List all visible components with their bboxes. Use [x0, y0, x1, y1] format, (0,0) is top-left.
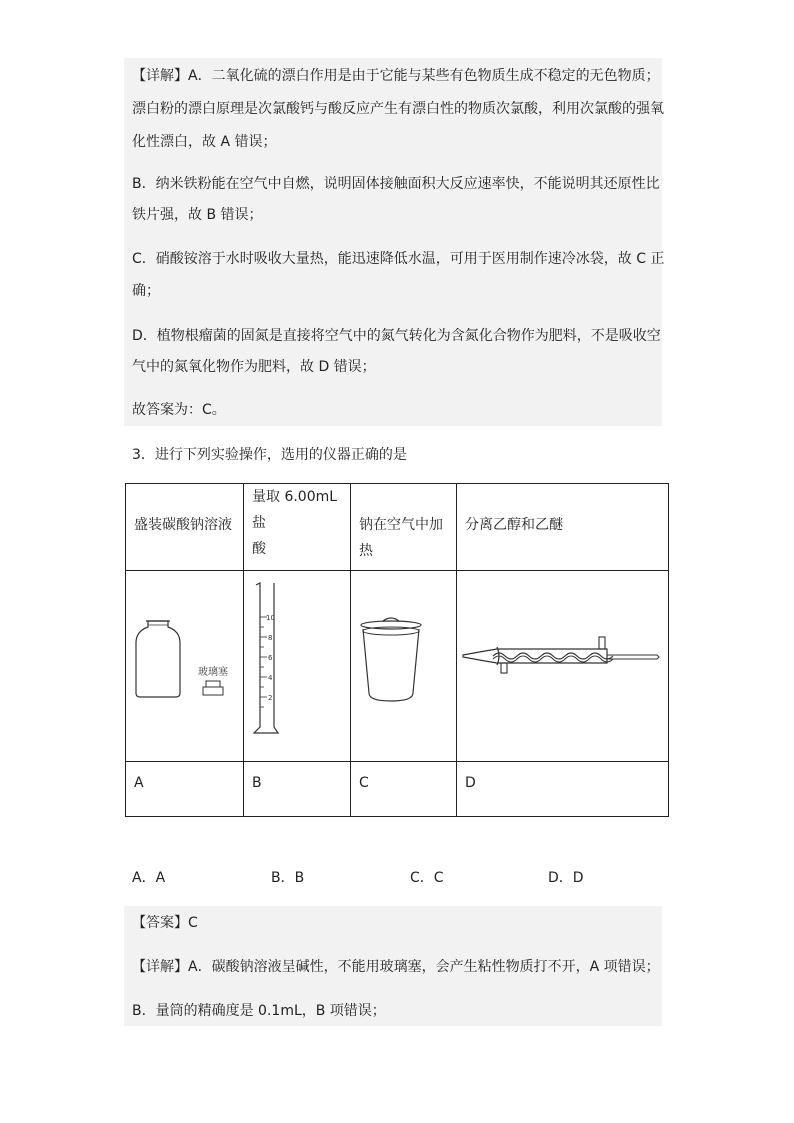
header-text: 分离乙醇和乙醚 [465, 517, 563, 533]
label-cell [351, 762, 457, 817]
label-c: C [359, 775, 369, 791]
cylinder-tick: 10 [266, 614, 275, 622]
reagent-bottle-icon [126, 571, 243, 761]
header-cell-d [457, 484, 669, 571]
answer-line: B．量筒的精确度是 0.1mL，B 项错误； [132, 1003, 386, 1019]
header-text: 钠在空气中加 [359, 517, 443, 533]
explanation-line: D．植物根瘤菌的固氮是直接将空气中的氮气转化为含氮化合物作为肥料，不是吸收空 [132, 328, 661, 344]
image-cell-d [457, 571, 669, 762]
image-cell-a [126, 571, 244, 762]
label-a: A [134, 775, 144, 791]
answer-label: 【答案】C [132, 915, 198, 931]
label-cell [126, 762, 244, 817]
label-b: B [252, 775, 262, 791]
crucible-icon [351, 571, 456, 761]
label-cell [244, 762, 351, 817]
explanation-line: 铁片强，故 B 错误； [132, 207, 263, 223]
question-stem: 3．进行下列实验操作，选用的仪器正确的是 [132, 447, 407, 463]
explanation-conclusion: 故答案为：C。 [132, 402, 226, 418]
header-text: 量取 6.00mL 盐 [252, 489, 338, 531]
explanation-line: 漂白粉的漂白原理是次氯酸钙与酸反应产生有漂白性的物质次氯酸，利用次氯酸的强氧 [132, 101, 664, 117]
condenser-icon [457, 571, 668, 761]
option-d[interactable]: D．D [548, 870, 584, 886]
explanation-line: 【详解】A．二氧化硫的漂白作用是由于它能与某些有色物质生成不稳定的无色物质； [132, 68, 660, 84]
explanation-line: 确； [132, 283, 160, 299]
cylinder-tick: 8 [268, 634, 273, 642]
cylinder-tick: 4 [268, 674, 273, 682]
header-cell-a [126, 484, 244, 571]
option-b[interactable]: B．B [271, 870, 305, 886]
explanation-line: B．纳米铁粉能在空气中自燃，说明固体接触面积大反应速率快，不能说明其还原性比 [132, 176, 660, 192]
label-cell [457, 762, 669, 817]
cylinder-tick: 2 [268, 694, 273, 702]
cylinder-tick: 6 [268, 654, 273, 662]
explanation-line: 气中的氮氧化物作为肥料，故 D 错误； [132, 359, 376, 375]
explanation-line: C．硝酸铵溶于水时吸收大量热，能迅速降低水温，可用于医用制作速冷冰袋，故 C 正 [132, 251, 665, 267]
header-cell-b [244, 484, 351, 571]
image-cell-b [244, 571, 351, 762]
option-a[interactable]: A．A [132, 870, 166, 886]
apparatus-table [125, 483, 669, 817]
answer-line: 【详解】A．碳酸钠溶液呈碱性，不能用玻璃塞，会产生粘性物质打不开，A 项错误； [132, 959, 660, 975]
image-cell-c [351, 571, 457, 762]
label-d: D [465, 775, 476, 791]
explanation-line: 化性漂白，故 A 错误； [132, 134, 277, 150]
graduated-cylinder-icon [244, 571, 350, 761]
option-c[interactable]: C．C [410, 870, 444, 886]
header-text: 酸 [252, 541, 266, 557]
header-text: 盛装碳酸钠溶液 [134, 517, 232, 533]
header-cell-c [351, 484, 457, 571]
header-text: 热 [359, 543, 373, 559]
stopper-label: 玻璃塞 [198, 667, 228, 678]
